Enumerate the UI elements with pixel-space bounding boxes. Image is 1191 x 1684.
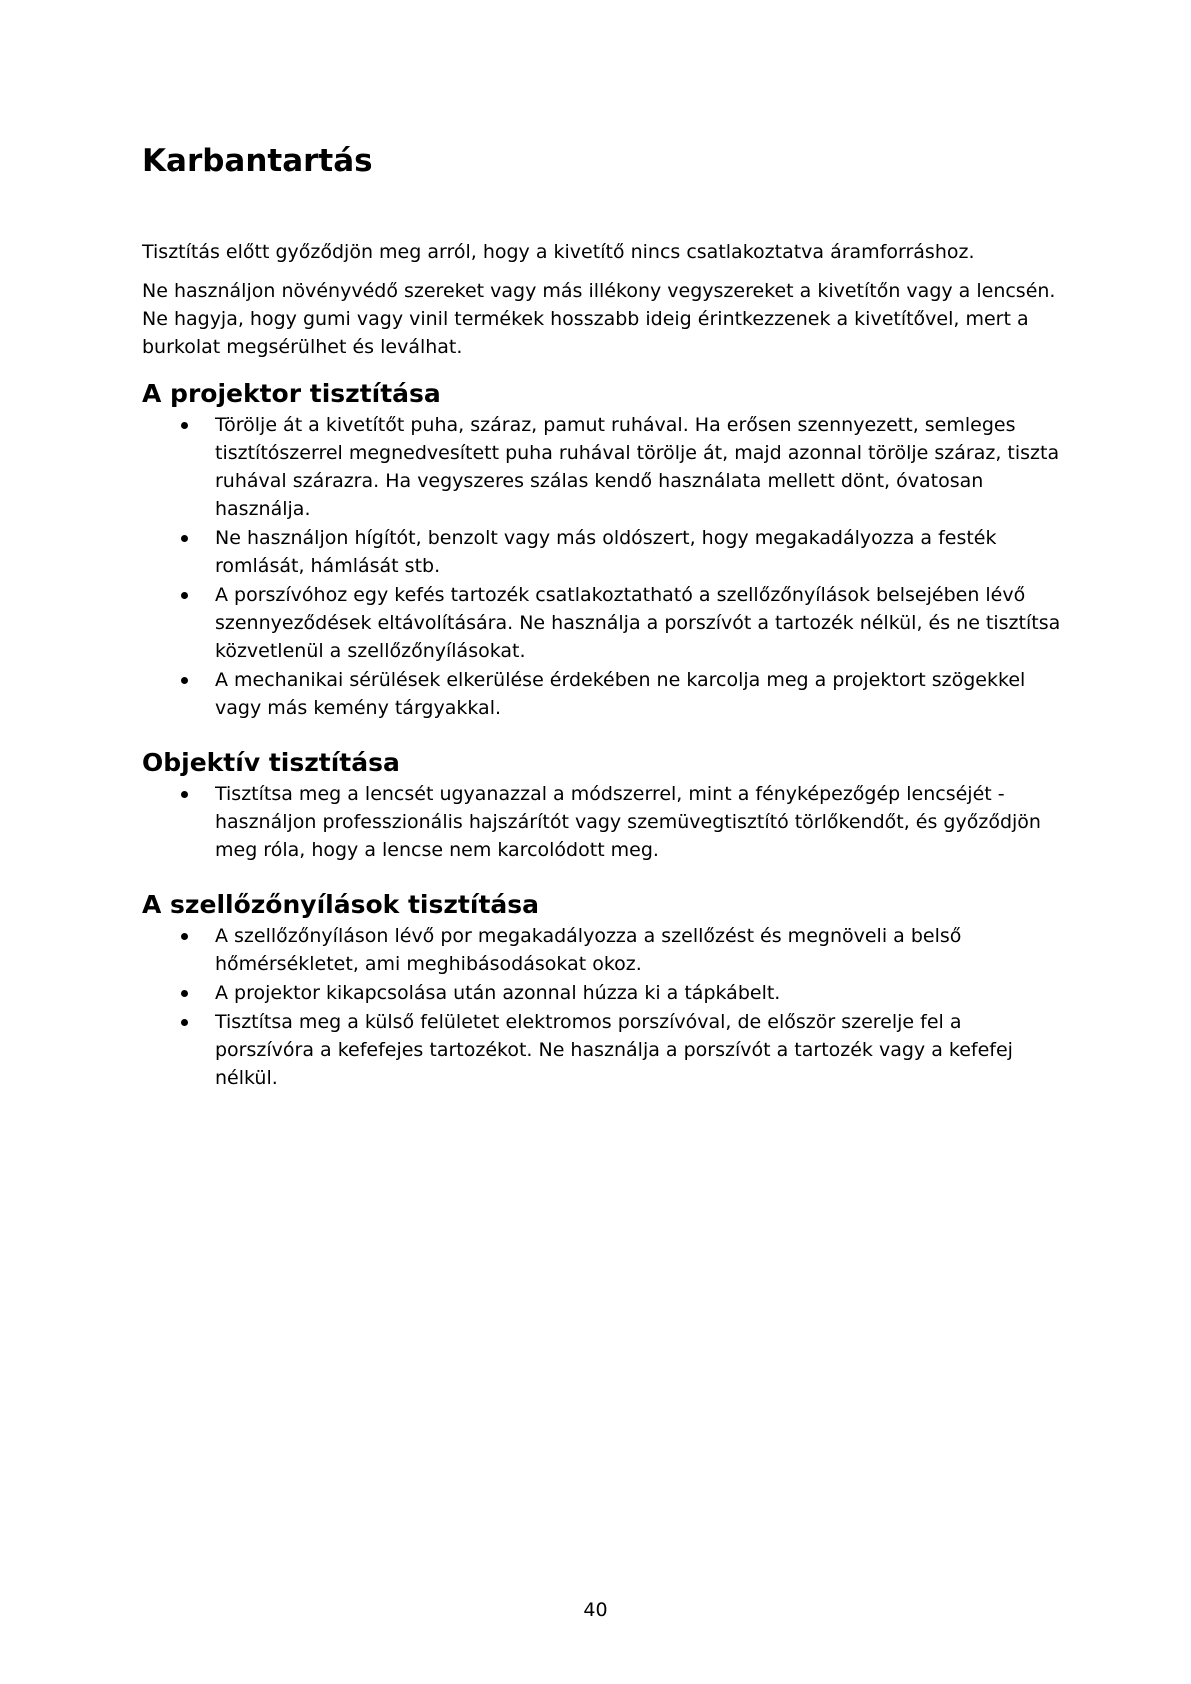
list-item: [142, 411, 1062, 523]
list-item-text: Ne használjon hígítót, benzolt vagy más oldószert, hogy megakadályozza a festék romlását, hámlását stb.: [215, 527, 997, 577]
section-heading-vent-cleaning: A szellőzőnyílások tisztítása: [142, 890, 540, 919]
list-item-text: A projektor kikapcsolása után azonnal húzza ki a tápkábelt.: [215, 982, 781, 1004]
list-item-text: A mechanikai sérülések elkerülése érdekében ne karcolja meg a projektort szögekkel vagy más kemény tárgyakkal.: [215, 669, 1026, 719]
list-item: [142, 1008, 1062, 1092]
bullet-icon: [181, 535, 188, 542]
bullet-icon: [181, 990, 188, 997]
section-heading-lens-cleaning: Objektív tisztítása: [142, 748, 400, 777]
page-title: Karbantartás: [142, 143, 373, 179]
list-item: [142, 780, 1062, 864]
list-item-text: A porszívóhoz egy kefés tartozék csatlakoztatható a szellőzőnyílások belsejében lévő szennyeződések eltávolítására. Ne használja a porszívót a tartozék nélkül, és ne tisztítsa közvetlenül a szellőzőnyílásokat.: [215, 584, 1061, 662]
bullet-list: [142, 922, 1062, 1092]
list-item-text: Törölje át a kivetítőt puha, száraz, pamut ruhával. Ha erősen szennyezett, semleges tisztítószerrel megnedvesített puha ruhával törölje át, majd azonnal törölje száraz, tiszta ruhával szárazra. Ha vegyszeres szálas kendő használata mellett dönt, óvatosan használja.: [215, 414, 1060, 520]
intro-paragraph: Tisztítás előtt győződjön meg arról, hogy a kivetítő nincs csatlakoztatva áramforráshoz.: [142, 241, 975, 263]
page-content: [142, 140, 1062, 1093]
intro-paragraph: Ne használjon növényvédő szereket vagy más illékony vegyszereket a kivetítőn vagy a lencsén. Ne hagyja, hogy gumi vagy vinil termékek hosszabb ideig érintkezzenek a kivetítővel, mert a burkolat megsérülhet és leválhat.: [142, 280, 1056, 358]
bullet-icon: [181, 592, 188, 599]
bullet-list: [142, 411, 1062, 722]
bullet-list: [142, 780, 1062, 864]
bullet-icon: [181, 933, 188, 940]
bullet-icon: [181, 791, 188, 798]
bullet-icon: [181, 422, 188, 429]
list-item: [142, 922, 1062, 978]
list-item-text: Tisztítsa meg a külső felületet elektromos porszívóval, de először szerelje fel a porszívóra a kefefejes tartozékot. Ne használja a porszívót a tartozék vagy a kefefej nélkül.: [215, 1011, 1013, 1089]
bullet-icon: [181, 1019, 188, 1026]
list-item: [142, 524, 1062, 580]
list-item: [142, 581, 1062, 665]
list-item-text: A szellőzőnyíláson lévő por megakadályozza a szellőzést és megnöveli a belső hőmérsékletet, ami meghibásodásokat okoz.: [215, 925, 962, 975]
list-item-text: Tisztítsa meg a lencsét ugyanazzal a módszerrel, mint a fényképezőgép lencséjét - használjon professzionális hajszárítót vagy szemüvegtisztító törlőkendőt, és győződjön meg róla, hogy a lencse nem karcolódott meg.: [215, 783, 1041, 861]
section-heading-projector-cleaning: A projektor tisztítása: [142, 379, 441, 408]
list-item: [142, 666, 1062, 722]
bullet-icon: [181, 677, 188, 684]
page-number: 40: [583, 1599, 608, 1621]
list-item: [142, 979, 1062, 1007]
